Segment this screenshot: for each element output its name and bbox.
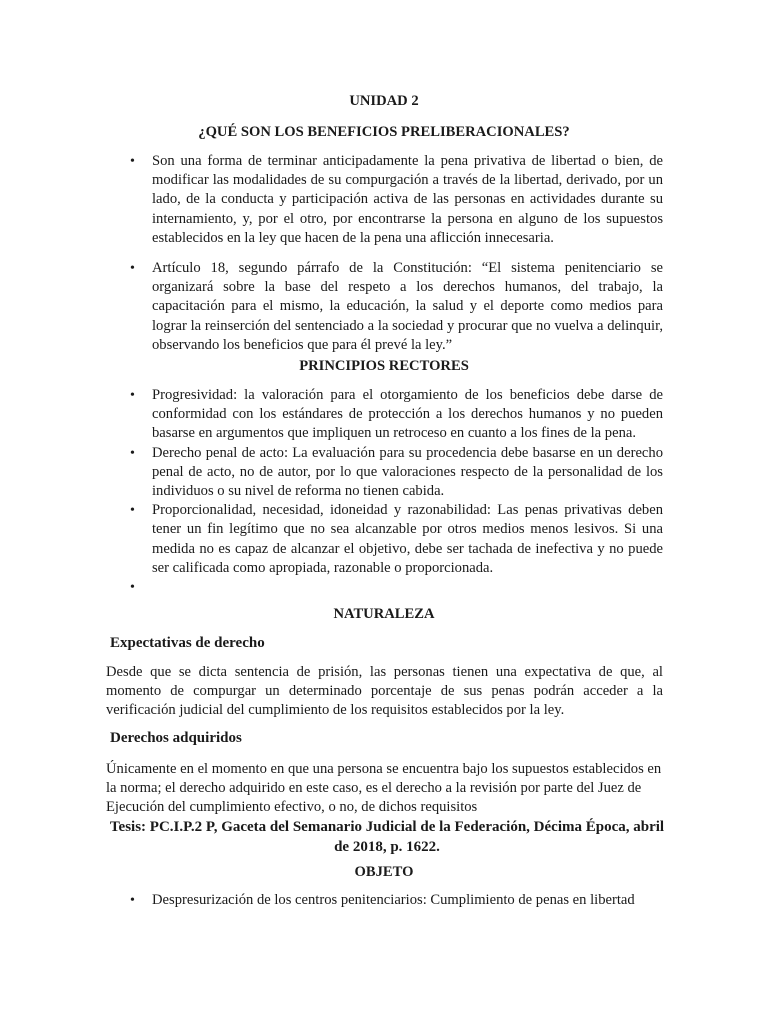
tesis-citation: Tesis: PC.I.P.2 P, Gaceta del Semanario Judicial de la Federación, Décima Época, abril de 2018, p. 1622. bbox=[109, 819, 665, 855]
list-item: • Progresividad: la valoración para el otorgamiento de los beneficios debe darse de conformidad con los estándares de protección a los derechos humanos y no pueden basarse en argumentos que impliquen un retroceso en cuanto a los fines de la pena. bbox=[152, 386, 663, 444]
list-item: • Derecho penal de acto: La evaluación para su procedencia debe basarse en un derecho penal de acto, no de autor, por lo que valoraciones respecto de la personalidad de los individuos o su nivel de reforma no tienen cabida. bbox=[152, 444, 663, 502]
list-item: • Proporcionalidad, necesidad, idoneidad y razonabilidad: Las penas privativas deben tener un fin legítimo que no sea alcanzable por otros medios menos lesivos. Si una medida no es capaz de alcanzar el objetivo, debe ser tachada de inefectiva y no puede ser calificada como apropiada, razonable o proporcionada. bbox=[152, 501, 663, 578]
intro-bullet-list bbox=[130, 152, 663, 355]
list-item: • Despresurización de los centros penitenciarios: Cumplimiento de penas en libertad bbox=[152, 891, 663, 910]
expectativas-heading: Expectativas de derecho bbox=[110, 635, 265, 651]
objeto-bullet-list bbox=[130, 891, 663, 910]
adquiridos-heading: Derechos adquiridos bbox=[110, 730, 242, 746]
objeto-heading: OBJETO bbox=[354, 864, 414, 880]
principios-bullet-list bbox=[130, 386, 663, 597]
unit-title: UNIDAD 2 bbox=[349, 93, 419, 109]
list-item: • Artículo 18, segundo párrafo de la Constitución: “El sistema penitenciario se organizará sobre la base del respeto a los derechos humanos, del trabajo, la capacitación para el mismo, la educación, la salud y el deporte como medios para lograr la reinserción del sentenciado a la sociedad y procurar que no vuelva a delinquir, observando los beneficios que para él prevé la ley.” bbox=[152, 259, 663, 355]
expectativas-paragraph: Desde que se dicta sentencia de prisión, las personas tienen una expectativa de que, al momento de compurgar un determinado porcentaje de sus penas podrán acceder a la verificación judicial del cumplimiento de los requisitos establecidos por la ley. bbox=[106, 664, 663, 719]
adquiridos-paragraph: Únicamente en el momento en que una persona se encuentra bajo los supuestos establecidos en la norma; el derecho adquirido en este caso, es el derecho a la revisión por parte del Juez de Ejecución del cumplimiento efectivo, o no, de dichos requisitos bbox=[106, 761, 662, 816]
principios-heading: PRINCIPIOS RECTORES bbox=[299, 358, 469, 374]
list-item: • Son una forma de terminar anticipadamente la pena privativa de libertad o bien, de modificar las modalidades de su compurgación a través de la libertad, derivado, por un lado, de la conducta y participación activa de las personas en actividades durante su internamiento, y, por el otro, por encontrarse la persona en alguno de los supuestos establecidos en la ley que hacen de la pena una aflicción innecesaria. bbox=[152, 152, 663, 248]
naturaleza-heading: NATURALEZA bbox=[333, 606, 435, 622]
main-question-heading: ¿QUÉ SON LOS BENEFICIOS PRELIBERACIONALES? bbox=[198, 124, 570, 140]
list-item bbox=[152, 578, 663, 597]
